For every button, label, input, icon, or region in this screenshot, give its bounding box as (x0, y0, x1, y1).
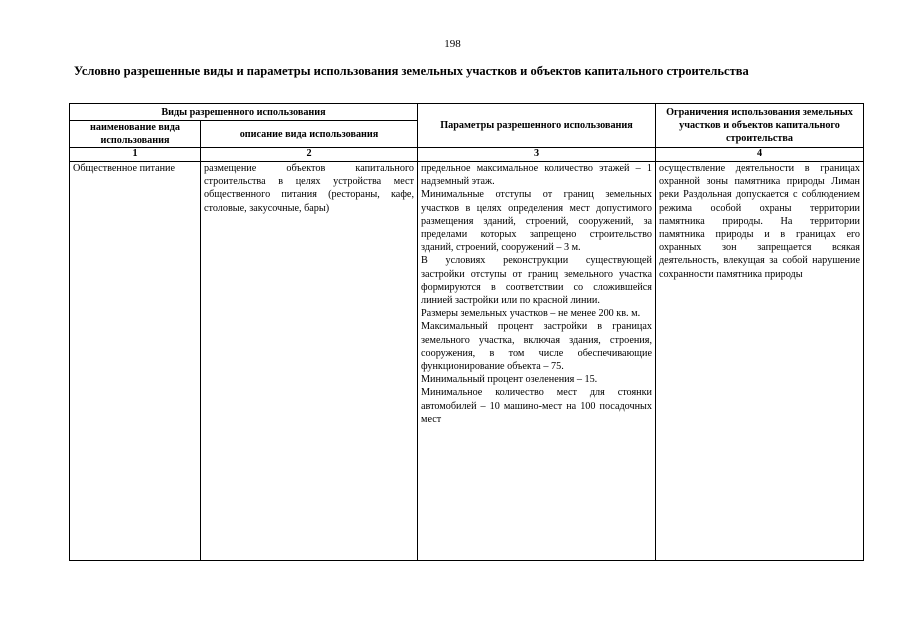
page-number: 198 (444, 38, 461, 50)
parameter-paragraph: Минимальный процент озеленения – 15. (421, 374, 598, 386)
header-restrictions: Ограничения использования земельных участков и объектов капитального строительства (656, 104, 864, 148)
cell-restrictions: осуществление деятельности в границах охранной зоны памятника природы Лиман реки Раздольная допускается с соблюдением режима особой охраны территории памятника природы. На территории памятника природы и в границах его охранных зон запрещается всякая деятельность, влекущая за собой нарушение сохранности памятника природы (656, 162, 864, 561)
document-title: Условно разрешенные виды и параметры использования земельных участков и объектов капитального строительства (74, 64, 749, 78)
parameter-paragraph: Максимальный процент застройки в границах земельного участка, включая здания, строения, сооружения, в том числе обеспечивающие функционирование объекта – 75. (421, 321, 652, 373)
parameter-paragraph: предельное максимальное количество этажей – 1 надземный этаж. (421, 163, 652, 188)
header-parameters: Параметры разрешенного использования (418, 104, 656, 148)
cell-use-description: размещение объектов капитального строительства в целях устройства мест общественного питания (рестораны, кафе, столовые, закусочные, бары) (201, 162, 418, 561)
land-use-table (69, 103, 864, 561)
column-number-3: 3 (418, 148, 656, 162)
header-permitted-use-types: Виды разрешенного использования (70, 104, 418, 121)
parameter-paragraph: Минимальное количество мест для стоянки автомобилей – 10 машино-мест на 100 посадочных мест (421, 387, 652, 425)
column-number-1: 1 (70, 148, 201, 162)
cell-parameters (418, 162, 656, 561)
parameter-paragraph: Минимальные отступы от границ земельных участков в целях определения мест допустимого размещения зданий, строений, сооружений, за пределами которых запрещено строительство зданий, строений, сооружений – 3 м. (421, 189, 652, 254)
column-number-2: 2 (201, 148, 418, 162)
table-row (70, 162, 864, 561)
column-number-4: 4 (656, 148, 864, 162)
cell-use-name: Общественное питание (70, 162, 201, 561)
header-use-name: наименование вида использования (70, 121, 201, 148)
parameter-paragraph: Размеры земельных участков – не менее 200 кв. м. (421, 308, 641, 320)
header-use-description: описание вида использования (201, 121, 418, 148)
parameter-paragraph: В условиях реконструкции существующей застройки отступы от границ земельного участка формируются в соответствии со сложившейся линией застройки или по красной линии. (421, 255, 652, 307)
